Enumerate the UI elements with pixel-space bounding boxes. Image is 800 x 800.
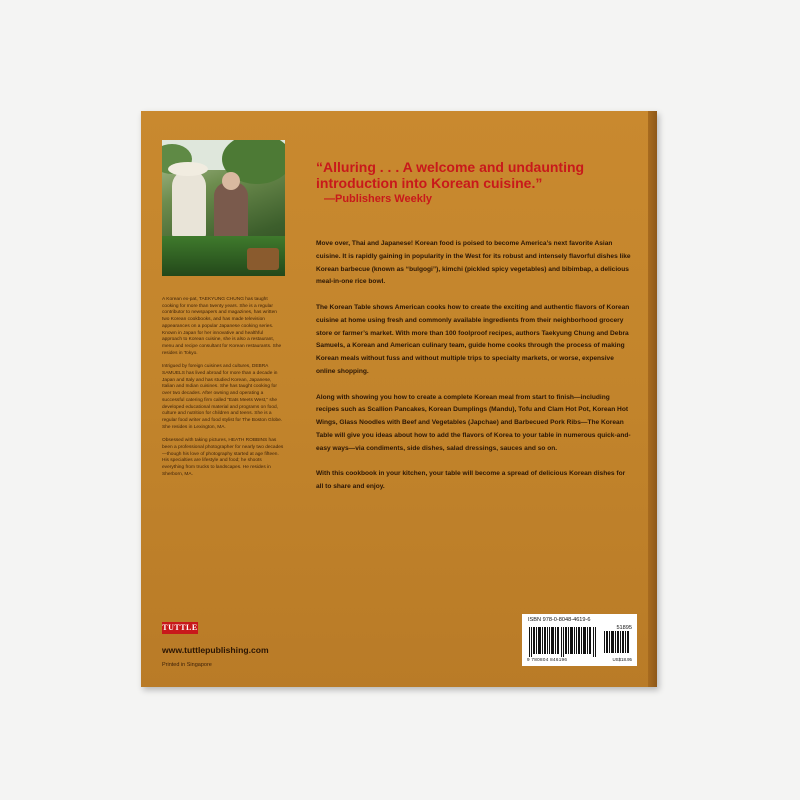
description-paragraph: Along with showing you how to create a complete Korean meal from start to finish—including recipes such as Scallion Pancakes, Korean Dumplings (Mandu), Tofu and Clam Hot Pot, Korean Hot Wings, Glass Noodles with Beef and Vegetables (Japchae) and Barbecued Pork Ribs—The Korean Table will give you ideas about how to add the flavors of Korea to your table in numerous quick-and-easy ways—via condiments, side dishes, salad dressings, sauces and so on.	[316, 393, 631, 452]
price-barcode-bars	[604, 631, 630, 653]
photo-person	[172, 170, 206, 240]
bio-chung: A Korean ex-pat, TAEKYUNG CHUNG has taught cooking for more than twenty years. She is a regular contributor to newspapers and magazines, has written two Korean cookbooks, and has made television appearances on a popular Japanese cooking series. Known in Japan for her innovative and healthful approach to Korean cuisine, she is also a restaurant, menu and recipe consultant for Korean restaurants. She resides in Tokyo.	[162, 297, 282, 356]
author-photo	[162, 140, 285, 276]
bio-robbins: Obsessed with taking pictures, HEATH ROBBINS has been a professional photographer for nearly two decades—though his love of photography started at age fifteen. His specialties are lifestyle and food; he shoots everything from trucks to landscapes. He resides in Sherborn, MA.	[162, 438, 284, 477]
isbn-text: ISBN 978-0-8048-4619-6	[528, 617, 591, 623]
printed-in: Printed in Singapore	[162, 662, 212, 668]
barcode-number: 9 780804 846196	[527, 657, 568, 662]
publisher-logo: TUTTLE	[162, 623, 198, 632]
book-description	[316, 238, 634, 507]
book-back-cover	[141, 111, 657, 687]
barcode-price: US$18.95	[612, 657, 632, 662]
barcode-label	[522, 614, 637, 666]
description-paragraph: The Korean Table shows American cooks how to create the exciting and authentic flavors of Korean cuisine at home using fresh and commonly available ingredients from their neighborhood grocery store or farmer’s market. With more than 100 foolproof recipes, authors Taekyung Chung and Debra Samuels, a Korean and American culinary team, guide home cooks through the process of making Korean meals without fuss and without multiple trips to specialty markets, or worse, expensive online shopping.	[316, 303, 630, 375]
photo-basket	[247, 248, 279, 270]
price-code: 51895	[616, 625, 632, 631]
author-bios	[162, 297, 284, 486]
description-paragraph: Move over, Thai and Japanese! Korean food is poised to become America’s next favorite Asian cuisine. It is rapidly gaining in popularity in the West for its robust and intensely flavorful dishes like Korean barbecue (known as “bulgogi”), kimchi (pickled spicy vegetables) and bibimbap, a delicious meal-in-one rice bowl.	[316, 240, 631, 286]
page-edge	[648, 111, 657, 687]
description-paragraph: With this cookbook in your kitchen, your table will become a spread of delicious Korean dishes for all to share and enjoy.	[316, 470, 626, 491]
barcode-bars	[529, 627, 597, 657]
quote-text: “Alluring . . . A welcome and undaunting introduction into Korean cuisine.”	[316, 159, 585, 191]
publisher-url: www.tuttlepublishing.com	[162, 645, 269, 655]
photo-head	[222, 172, 240, 190]
review-quote	[316, 159, 646, 207]
photo-hat	[168, 162, 208, 176]
bio-samuels: Intrigued by foreign cuisines and cultures, DEBRA SAMUELS has lived abroad for more than a decade in Japan and Italy and has studied Korean, Japanese, Italian and Indian cuisines. She has taught cooking for over two decades. After owning and operating a successful catering firm called “Eats Meets West,” she developed educational material and programs on food, culture and nutrition for children and teens. She is a regular food writer and food stylist for The Boston Globe. She resides in Lexington, MA.	[162, 364, 283, 430]
quote-source: —Publishers Weekly	[324, 193, 433, 205]
